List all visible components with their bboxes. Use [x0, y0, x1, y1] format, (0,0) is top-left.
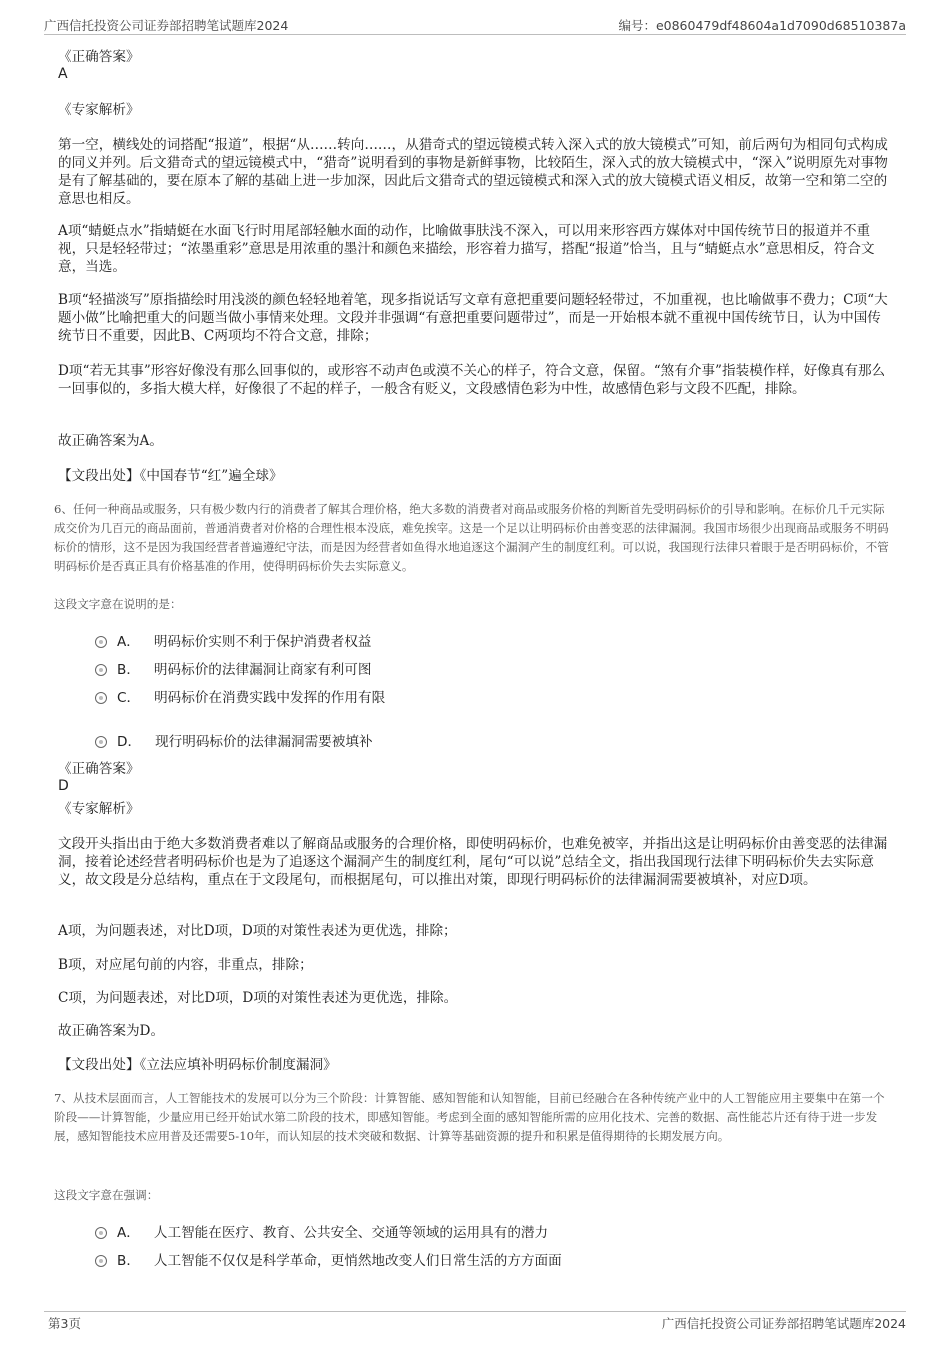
option-key: B．: [117, 1253, 140, 1269]
option-key: C．: [117, 690, 141, 706]
option-key: A．: [117, 1225, 140, 1241]
option-text: 现行明码标价的法律漏洞需要被填补: [155, 734, 373, 750]
radio-icon[interactable]: [95, 664, 107, 676]
option-text: 人工智能在医疗、教育、公共安全、交通等领域的运用具有的潜力: [153, 1225, 549, 1241]
question-6-stem: 这段文字意在说明的是：: [54, 597, 182, 611]
footer-divider: [44, 1311, 906, 1312]
question-7-text: 7、从技术层面而言，人工智能技术的发展可以分为三个阶段：计算智能、感知智能和认知智能，目前已经融合在各种传统产业中的人工智能应用主要集中在第一个阶段——计算智能，少量应用已经开始试水第二阶段的技术，即感知智能。考虑到全面的感知智能所需的应用化技术、完善的数据、高性能芯片还有待于进一步发展，感知智能技术应用普及还需要5-10年，而认知层的技术突破和数据、计算等基础资源的提升和积累是值得期待的长期发展方向。: [54, 1091, 885, 1143]
option-text: 明码标价在消费实践中发挥的作用有限: [154, 690, 386, 706]
answer-label: 《正确答案》: [58, 761, 140, 777]
option-text: 明码标价实则不利于保护消费者权益: [153, 634, 372, 650]
radio-icon[interactable]: [95, 736, 107, 748]
document-code: 编号：e0860479df48604a1d7090d68510387a: [618, 18, 906, 33]
page-header: [44, 12, 906, 32]
source: 【文段出处】《中国春节“红”遍全球》: [58, 468, 283, 484]
analysis-option-b: B项，对应尾句前的内容，非重点，排除；: [58, 957, 313, 973]
radio-icon[interactable]: [95, 1227, 107, 1239]
conclusion: 故正确答案为D。: [58, 1023, 165, 1039]
radio-icon[interactable]: [95, 692, 107, 704]
analysis-paragraph: 文段开头指出由于绝大多数消费者难以了解商品或服务的合理价格，即使明码标价，也难免被宰，并指出这是让明码标价由善变恶的法律漏洞，接着论述经营者明码标价也是为了追逐这个漏洞产生的制度红利，尾句“可以说”总结全文，指出我国现行法律下明码标价失去实际意义，故文段是分总结构，重点在于文段尾句，而根据尾句，可以推出对策，即现行明码标价的法律漏洞需要被填补，对应D项。: [58, 836, 888, 888]
analysis-paragraph: 第一空，横线处的词搭配“报道”，根据“从……转向……，从猎奇式的望远镜模式转入深入式的放大镜模式”可知，前后两句为相同句式构成的同义并列。后文猎奇式的望远镜模式中，“猎奇”说明看到的事物是新鲜事物，比较陌生，深入式的放大镜模式中，“深入”说明原先对事物是有了解基础的，要在原本了解的基础上进一步加深，因此后文猎奇式的望远镜模式和深入式的放大镜模式语义相反，故第一空和第二空的意思也相反。: [58, 137, 888, 207]
answer-value: A: [58, 66, 68, 82]
radio-icon[interactable]: [95, 636, 107, 648]
option-key: B．: [117, 662, 140, 678]
source: 【文段出处】《立法应填补明码标价制度漏洞》: [58, 1057, 337, 1073]
conclusion: 故正确答案为A。: [58, 433, 163, 449]
radio-icon[interactable]: [95, 1255, 107, 1267]
analysis-option-c: C项，为问题表述，对比D项，D项的对策性表述为更优选，排除。: [58, 990, 458, 1006]
header-divider: [44, 34, 906, 35]
answer-label: 《正确答案》: [58, 49, 140, 65]
option-text: 明码标价的法律漏洞让商家有利可图: [153, 662, 372, 678]
analysis-option-a: A项“蜻蜓点水”指蜻蜓在水面飞行时用尾部轻触水面的动作，比喻做事肤浅不深入，可以用来形容西方媒体对中国传统节日的报道并不重视，只是轻轻带过；“浓墨重彩”意思是用浓重的墨汁和颜色来描绘，形容着力描写，搭配“报道”恰当，且与“蜻蜓点水”意思相反，符合文意，当选。: [58, 223, 875, 275]
option-key: A．: [117, 634, 140, 650]
analysis-option-b: B项“轻描淡写”原指描绘时用浅淡的颜色轻轻地着笔，现多指说话写文章有意把重要问题轻轻带过，不加重视，也比喻做事不费力；C项“大题小做”比喻把重大的问题当做小事情来处理。文段并非强调“有意把重要问题带过”，而是一开始根本就不重视中国传统节日，认为中国传统节日不重要，因此B、C两项均不符合文意，排除；: [58, 292, 888, 344]
answer-value: D: [58, 778, 69, 794]
analysis-label: 《专家解析》: [58, 102, 140, 118]
question-6-text: 6、任何一种商品或服务，只有极少数内行的消费者了解其合理价格，绝大多数的消费者对商品或服务价格的判断首先受明码标价的引导和影响。在标价几千元实际成交价为几百元的商品面前，普通消费者对价格的合理性根本没底，难免挨宰。这是一个足以让明码标价由善变恶的法律漏洞。我国市场很少出现商品或服务不明码标价的情形，这不是因为我国经营者普遍遵纪守法，而是因为经营者如鱼得水地追逐这个漏洞产生的制度红利。可以说，我国现行法律只着眼于是否明码标价，不管明码标价是否真正具有价格基准的作用，使得明码标价失去实际意义。: [54, 502, 889, 573]
option-text: 人工智能不仅仅是科学革命，更悄然地改变人们日常生活的方方面面: [153, 1253, 562, 1269]
question-7-stem: 这段文字意在强调：: [54, 1188, 159, 1202]
footer-title: 广西信托投资公司证券部招聘笔试题库2024: [661, 1316, 906, 1331]
option-key: D．: [117, 734, 142, 750]
page-footer: [44, 1314, 906, 1332]
page-number: 第3页: [48, 1316, 81, 1331]
header-title: 广西信托投资公司证券部招聘笔试题库2024: [44, 18, 289, 33]
analysis-option-d: D项“若无其事”形容好像没有那么回事似的，或形容不动声色或漠不关心的样子，符合文意，保留。“煞有介事”指装模作样，好像真有那么一回事似的，多指大模大样，好像很了不起的样子，一般含有贬义，文段感情色彩为中性，故感情色彩与文段不匹配，排除。: [58, 363, 886, 397]
analysis-option-a: A项，为问题表述，对比D项，D项的对策性表述为更优选，排除；: [58, 923, 457, 939]
analysis-label: 《专家解析》: [58, 801, 140, 817]
